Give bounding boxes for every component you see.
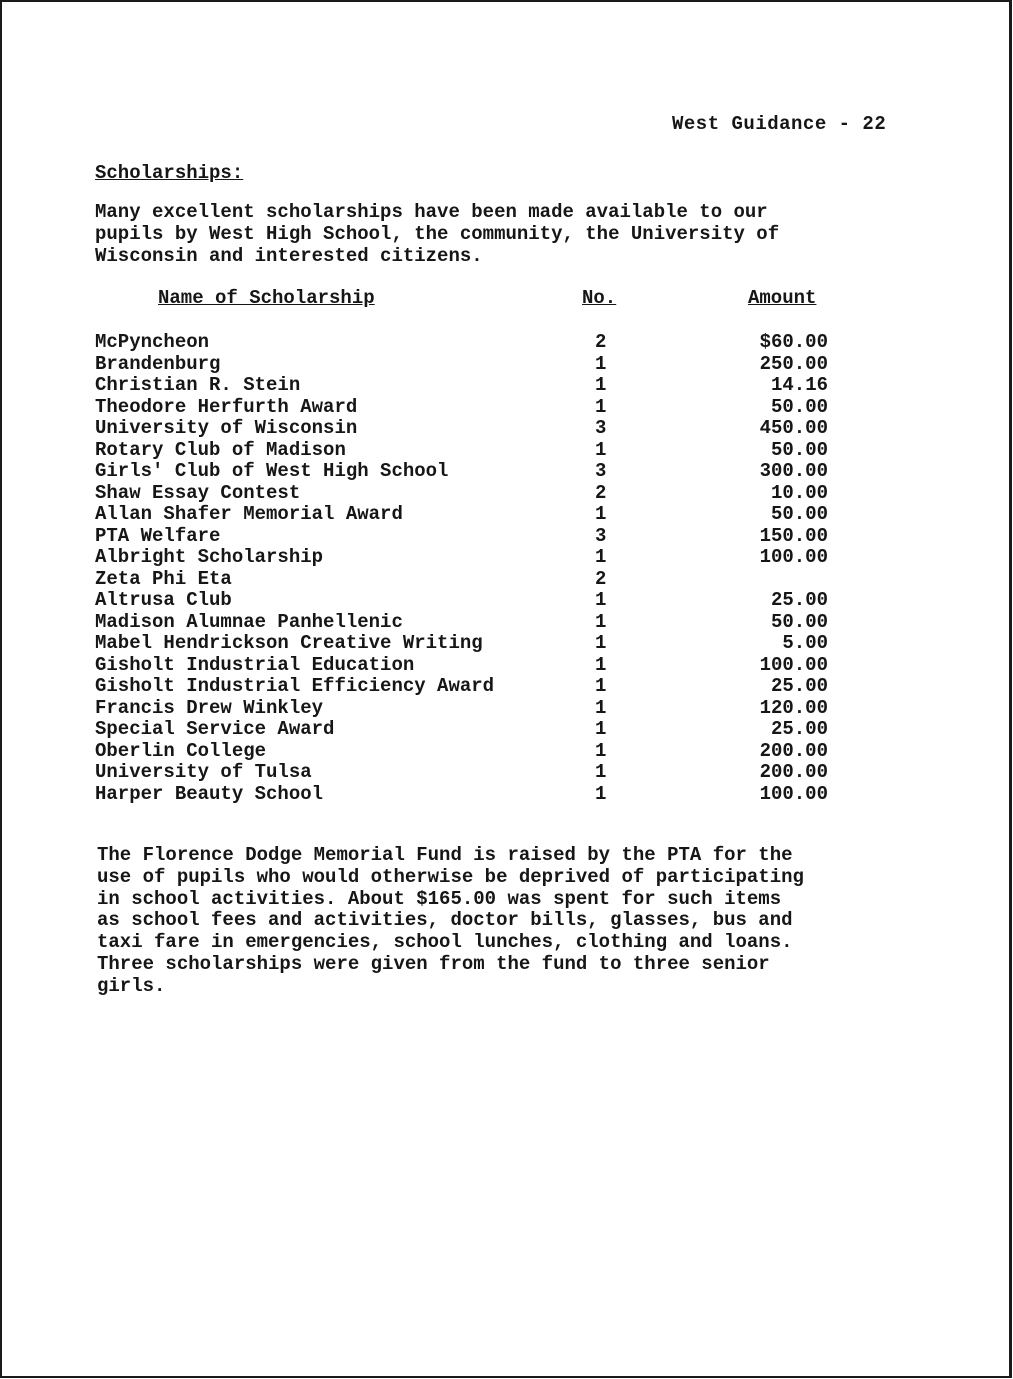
- table-row: [95, 483, 855, 505]
- scholarship-name: Girls' Club of West High School: [95, 460, 449, 482]
- table-row: [95, 418, 855, 440]
- closing-line: in school activities. About $165.00 was spent for such items: [97, 887, 782, 910]
- table-row: [95, 440, 855, 462]
- scholarship-count: 1: [595, 761, 607, 783]
- scholarship-count: 1: [595, 718, 607, 740]
- scholarship-amount: 14.16: [770, 374, 828, 396]
- scholarship-amount: 200.00: [759, 761, 828, 783]
- scholarship-amount: 300.00: [759, 460, 828, 482]
- scholarship-amount: 50.00: [770, 503, 828, 525]
- scholarship-count: 2: [595, 331, 607, 353]
- scholarship-count: 1: [595, 653, 607, 676]
- scholarship-count: 1: [595, 352, 607, 375]
- scholarship-name: Theodore Herfurth Award: [95, 395, 358, 418]
- scholarship-name: Shaw Essay Contest: [95, 481, 301, 504]
- scholarship-name: McPyncheon: [95, 331, 210, 353]
- intro-line: pupils by West High School, the community, the University of: [95, 223, 780, 245]
- scholarship-amount: 50.00: [770, 395, 828, 418]
- scholarship-name: University of Wisconsin: [95, 417, 358, 439]
- intro-line: Wisconsin and interested citizens.: [95, 245, 483, 267]
- table-row: [95, 719, 855, 741]
- scholarship-amount: 25.00: [770, 718, 828, 740]
- scholarship-count: 1: [595, 610, 607, 633]
- table-row: [95, 569, 855, 591]
- scholarship-count: 3: [595, 417, 607, 439]
- scholarship-name: Brandenburg: [95, 352, 221, 375]
- scholarship-name: Rotary Club of Madison: [95, 438, 346, 461]
- scholarship-amount: $60.00: [759, 331, 828, 353]
- scholarship-name: Altrusa Club: [95, 589, 232, 611]
- scholarship-name: Gisholt Industrial Efficiency Award: [95, 675, 495, 697]
- scholarship-amount: 100.00: [759, 653, 828, 676]
- section-title: Scholarships:: [95, 162, 244, 184]
- scholarship-count: 1: [595, 632, 607, 654]
- scholarship-amount: 10.00: [770, 481, 828, 504]
- scholarship-count: 1: [595, 374, 607, 396]
- table-row: [95, 655, 855, 677]
- scholarship-amount: 25.00: [770, 675, 828, 697]
- scholarship-count: 3: [595, 460, 607, 482]
- scholarship-amount: 5.00: [782, 632, 828, 654]
- scholarship-name: Mabel Hendrickson Creative Writing: [95, 632, 483, 654]
- scholarship-name: Special Service Award: [95, 718, 335, 740]
- scholarship-count: 1: [595, 438, 607, 461]
- scholarship-count: 2: [595, 567, 607, 590]
- scholarship-count: 1: [595, 675, 607, 697]
- table-row: [95, 332, 855, 354]
- scholarship-name: Allan Shafer Memorial Award: [95, 503, 403, 525]
- scholarship-amount: 200.00: [759, 739, 828, 762]
- scholarship-name: Francis Drew Winkley: [95, 696, 324, 719]
- scholarship-name: Gisholt Industrial Education: [95, 653, 415, 676]
- scholarship-name: University of Tulsa: [95, 761, 312, 783]
- table-row: [95, 633, 855, 655]
- table-row: [95, 612, 855, 634]
- scholarship-count: 1: [595, 782, 607, 805]
- table-row: [95, 590, 855, 612]
- scholarship-amount: 120.00: [759, 696, 828, 719]
- table-row: [95, 526, 855, 548]
- column-header-name: Name of Scholarship: [158, 287, 375, 309]
- closing-line: Three scholarships were given from the fund to three senior: [97, 952, 770, 975]
- scholarship-count: 1: [595, 739, 607, 762]
- scholarship-amount: 150.00: [759, 524, 828, 547]
- table-row: [95, 784, 855, 806]
- table-row: [95, 676, 855, 698]
- scholarship-amount: 25.00: [770, 589, 828, 611]
- closing-line: girls.: [97, 974, 166, 997]
- table-row: [95, 375, 855, 397]
- table-row: [95, 354, 855, 376]
- scholarship-count: 1: [595, 589, 607, 611]
- scholarship-name: Christian R. Stein: [95, 374, 301, 396]
- closing-paragraph: [97, 845, 917, 998]
- scholarship-amount: 100.00: [759, 546, 828, 568]
- closing-line: as school fees and activities, doctor bills, glasses, bus and: [97, 909, 793, 932]
- table-row: [95, 504, 855, 526]
- scholarship-amount: 100.00: [759, 782, 828, 805]
- scholarship-count: 1: [595, 696, 607, 719]
- scholarship-table: [95, 332, 855, 805]
- table-row: [95, 547, 855, 569]
- scholarship-name: Harper Beauty School: [95, 782, 324, 805]
- column-header-no: No.: [582, 287, 617, 309]
- scholarship-amount: 250.00: [759, 352, 828, 375]
- scholarship-count: 1: [595, 395, 607, 418]
- intro-paragraph: [95, 201, 895, 267]
- scholarship-name: Albright Scholarship: [95, 546, 324, 568]
- table-row: [95, 397, 855, 419]
- scholarship-count: 1: [595, 546, 607, 568]
- scholarship-name: PTA Welfare: [95, 524, 221, 547]
- column-header-amount: Amount: [748, 287, 817, 309]
- scholarship-amount: 450.00: [759, 417, 828, 439]
- scholarship-name: Zeta Phi Eta: [95, 567, 232, 590]
- page-header: West Guidance - 22: [672, 113, 887, 135]
- scholarship-amount: 50.00: [770, 610, 828, 633]
- scholarship-count: 1: [595, 503, 607, 525]
- table-row: [95, 762, 855, 784]
- scholarship-name: Madison Alumnae Panhellenic: [95, 610, 403, 633]
- scholarship-name: Oberlin College: [95, 739, 267, 762]
- scholarship-count: 3: [595, 524, 607, 547]
- scholarship-count: 2: [595, 481, 607, 504]
- table-row: [95, 698, 855, 720]
- scholarship-amount: 50.00: [770, 438, 828, 461]
- intro-line: Many excellent scholarships have been made available to our: [95, 201, 768, 223]
- closing-line: use of pupils who would otherwise be deprived of participating: [97, 865, 804, 888]
- table-row: [95, 741, 855, 763]
- closing-line: The Florence Dodge Memorial Fund is raised by the PTA for the: [97, 844, 793, 866]
- table-row: [95, 461, 855, 483]
- closing-line: taxi fare in emergencies, school lunches, clothing and loans.: [97, 931, 793, 954]
